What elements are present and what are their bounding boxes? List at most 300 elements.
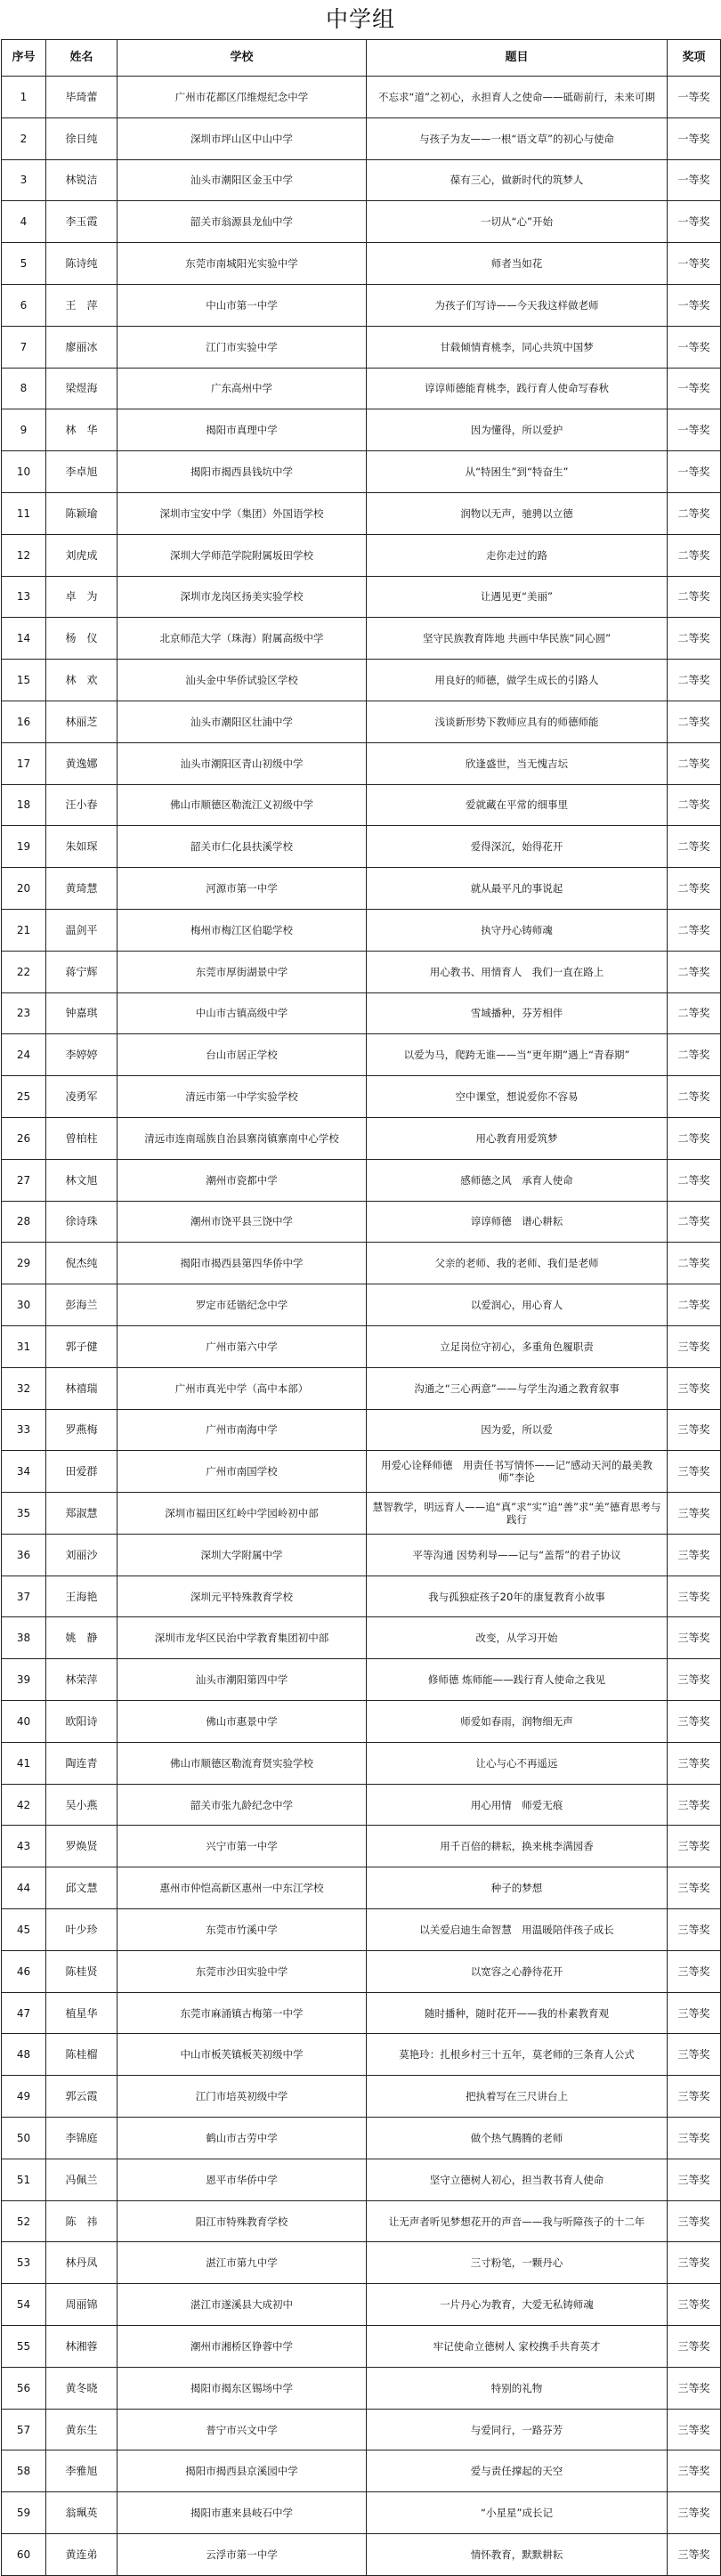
cell-school: 清远市第一中学实验学校 [117, 1076, 367, 1118]
cell-award: 二等奖 [668, 868, 721, 910]
cell-school: 普宁市兴文中学 [117, 2409, 367, 2450]
table-row [2, 1159, 721, 1201]
cell-number: 33 [2, 1409, 46, 1451]
table-row [2, 1617, 721, 1659]
cell-topic: 葆有三心，做新时代的筑梦人 [367, 159, 668, 201]
cell-topic: 一片丹心为教育，大爱无私铸师魂 [367, 2284, 668, 2326]
cell-number: 26 [2, 1117, 46, 1159]
cell-name: 陈颖瑜 [46, 492, 117, 534]
cell-topic: 甘载倾情育桃李，同心共筑中国梦 [367, 326, 668, 368]
cell-topic: 空中课堂，想说爱你不容易 [367, 1076, 668, 1118]
cell-topic: 用心教书、用情育人 我们一直在路上 [367, 951, 668, 992]
cell-school: 揭阳市揭西县京溪园中学 [117, 2450, 367, 2492]
cell-school: 揭阳市揭东区锡场中学 [117, 2367, 367, 2409]
cell-topic: 爱得深沉，始得花开 [367, 826, 668, 868]
cell-topic: 坚守立德树人初心，担当教书育人使命 [367, 2159, 668, 2200]
table-row [2, 618, 721, 660]
cell-number: 47 [2, 1992, 46, 2034]
cell-award: 二等奖 [668, 784, 721, 826]
cell-award: 三等奖 [668, 2367, 721, 2409]
cell-award: 二等奖 [668, 1034, 721, 1076]
cell-name: 徐诗珠 [46, 1201, 117, 1243]
cell-name: 郑淑慧 [46, 1493, 117, 1535]
cell-topic: 用良好的师德，做学生成长的引路人 [367, 660, 668, 701]
table-row [2, 534, 721, 576]
cell-name: 林锐洁 [46, 159, 117, 201]
cell-name: 周丽锦 [46, 2284, 117, 2326]
cell-number: 1 [2, 77, 46, 118]
cell-award: 三等奖 [668, 2076, 721, 2118]
cell-topic: 修师德 炼师能——践行育人使命之我见 [367, 1659, 668, 1701]
cell-name: 王 萍 [46, 284, 117, 326]
cell-number: 57 [2, 2409, 46, 2450]
cell-topic: 坚守民族教育阵地 共画中华民族“同心圆” [367, 618, 668, 660]
cell-topic: 因为爱，所以爱 [367, 1409, 668, 1451]
cell-number: 49 [2, 2076, 46, 2118]
cell-topic: 一切从“心”开始 [367, 201, 668, 243]
cell-topic: 情怀教育，默默耕耘 [367, 2534, 668, 2576]
cell-number: 46 [2, 1950, 46, 1992]
table-row [2, 1284, 721, 1326]
cell-school: 揭阳市惠来县岐石中学 [117, 2492, 367, 2534]
cell-school: 佛山市惠景中学 [117, 1701, 367, 1743]
cell-name: 植星华 [46, 1992, 117, 2034]
cell-number: 11 [2, 492, 46, 534]
cell-topic: 师爱如春雨，润物细无声 [367, 1701, 668, 1743]
cell-name: 林丹凤 [46, 2242, 117, 2284]
cell-topic: 父亲的老师、我的老师、我们是老师 [367, 1243, 668, 1284]
cell-topic: 师者当如花 [367, 243, 668, 285]
cell-number: 29 [2, 1243, 46, 1284]
cell-name: 李玉霞 [46, 201, 117, 243]
table-row [2, 2076, 721, 2118]
cell-topic: 三寸粉笔，一颗丹心 [367, 2242, 668, 2284]
cell-name: 林文旭 [46, 1159, 117, 1201]
cell-name: 欧阳诗 [46, 1701, 117, 1743]
cell-name: 杨 仪 [46, 618, 117, 660]
cell-award: 二等奖 [668, 660, 721, 701]
cell-topic: 以爱为马，爬跨无谁——当“更年期”遇上“青春期” [367, 1034, 668, 1076]
table-row [2, 1117, 721, 1159]
table-row [2, 243, 721, 285]
cell-award: 三等奖 [668, 1701, 721, 1743]
cell-name: 黄逸娜 [46, 742, 117, 784]
cell-name: 吴小燕 [46, 1784, 117, 1826]
cell-award: 三等奖 [668, 2034, 721, 2076]
cell-name: 钟嘉琪 [46, 992, 117, 1034]
cell-school: 恩平市华侨中学 [117, 2159, 367, 2200]
cell-school: 台山市居正学校 [117, 1034, 367, 1076]
cell-topic: 随时播种，随时花开——我的朴素教育观 [367, 1992, 668, 2034]
cell-school: 东莞市沙田实验中学 [117, 1950, 367, 1992]
table-row [2, 576, 721, 618]
cell-award: 一等奖 [668, 368, 721, 409]
cell-topic: 让遇见更“美丽” [367, 576, 668, 618]
cell-name: 温剑平 [46, 909, 117, 951]
cell-topic: 沟通之“三心两意”——与学生沟通之教育叙事 [367, 1367, 668, 1409]
cell-school: 阳江市特殊教育学校 [117, 2200, 367, 2242]
table-row [2, 1576, 721, 1617]
cell-name: 陶连青 [46, 1742, 117, 1784]
cell-number: 39 [2, 1659, 46, 1701]
cell-award: 三等奖 [668, 1409, 721, 1451]
cell-number: 15 [2, 660, 46, 701]
cell-school: 深圳大学师范学院附属坂田学校 [117, 534, 367, 576]
table-row [2, 1742, 721, 1784]
cell-award: 二等奖 [668, 909, 721, 951]
cell-award: 三等奖 [668, 1367, 721, 1409]
cell-number: 32 [2, 1367, 46, 1409]
cell-topic: 以爱润心，用心育人 [367, 1284, 668, 1326]
cell-number: 40 [2, 1701, 46, 1743]
table-row [2, 1826, 721, 1867]
cell-award: 三等奖 [668, 1992, 721, 2034]
award-table [1, 39, 721, 2576]
table-row [2, 1076, 721, 1118]
cell-award: 二等奖 [668, 1284, 721, 1326]
cell-name: 蒋宁辉 [46, 951, 117, 992]
cell-school: 广州市真光中学（高中本部） [117, 1367, 367, 1409]
cell-award: 三等奖 [668, 2159, 721, 2200]
cell-name: 叶少珍 [46, 1909, 117, 1951]
cell-school: 东莞市竹溪中学 [117, 1909, 367, 1951]
cell-award: 二等奖 [668, 742, 721, 784]
cell-name: 姚 静 [46, 1617, 117, 1659]
table-row [2, 492, 721, 534]
cell-name: 廖丽冰 [46, 326, 117, 368]
cell-number: 45 [2, 1909, 46, 1951]
cell-name: 黄连弟 [46, 2534, 117, 2576]
cell-award: 三等奖 [668, 1784, 721, 1826]
cell-number: 9 [2, 409, 46, 451]
table-row [2, 2034, 721, 2076]
cell-topic: 用心用情 师爱无痕 [367, 1784, 668, 1826]
cell-topic: 与孩子为友——一根“语文草”的初心与使命 [367, 117, 668, 159]
cell-number: 30 [2, 1284, 46, 1326]
table-row [2, 2242, 721, 2284]
cell-number: 27 [2, 1159, 46, 1201]
cell-school: 潮州市瓷都中学 [117, 1159, 367, 1201]
cell-number: 10 [2, 451, 46, 493]
cell-name: 彭海兰 [46, 1284, 117, 1326]
cell-topic: 慧智教学，明远育人——追“真”求“实”追“善”求“美”德育思考与践行 [367, 1493, 668, 1535]
cell-topic: 执守丹心铸师魂 [367, 909, 668, 951]
cell-name: 林 欢 [46, 660, 117, 701]
cell-number: 23 [2, 992, 46, 1034]
cell-number: 35 [2, 1493, 46, 1535]
table-row [2, 159, 721, 201]
cell-topic: 雪域播种，芬芳相伴 [367, 992, 668, 1034]
table-row [2, 2118, 721, 2159]
cell-award: 一等奖 [668, 159, 721, 201]
cell-name: 林荣萍 [46, 1659, 117, 1701]
cell-topic: 牢记使命立德树人 家校携手共育英才 [367, 2326, 668, 2368]
cell-topic: 与爱同行，一路芬芳 [367, 2409, 668, 2450]
cell-school: 韶关市张九龄纪念中学 [117, 1784, 367, 1826]
cell-number: 14 [2, 618, 46, 660]
table-row [2, 2492, 721, 2534]
cell-award: 三等奖 [668, 2450, 721, 2492]
cell-school: 汕头市潮阳第四中学 [117, 1659, 367, 1701]
cell-name: 李雅旭 [46, 2450, 117, 2492]
cell-name: 凌勇军 [46, 1076, 117, 1118]
table-row [2, 2409, 721, 2450]
table-row [2, 201, 721, 243]
cell-school: 汕头市潮阳区金玉中学 [117, 159, 367, 201]
cell-name: 罗焕贤 [46, 1826, 117, 1867]
cell-name: 刘丽沙 [46, 1534, 117, 1576]
table-row [2, 660, 721, 701]
cell-award: 二等奖 [668, 618, 721, 660]
table-row [2, 409, 721, 451]
cell-number: 3 [2, 159, 46, 201]
cell-school: 深圳大学附属中学 [117, 1534, 367, 1576]
cell-award: 三等奖 [668, 1826, 721, 1867]
table-row [2, 326, 721, 368]
cell-number: 37 [2, 1576, 46, 1617]
cell-number: 50 [2, 2118, 46, 2159]
cell-name: 黄冬晓 [46, 2367, 117, 2409]
table-body [2, 77, 721, 2576]
cell-name: 卓 为 [46, 576, 117, 618]
cell-topic: 走你走过的路 [367, 534, 668, 576]
cell-number: 53 [2, 2242, 46, 2284]
cell-topic: 因为懂得，所以爱护 [367, 409, 668, 451]
header-topic: 题目 [367, 40, 668, 77]
cell-name: 郭子健 [46, 1325, 117, 1367]
cell-award: 一等奖 [668, 326, 721, 368]
cell-name: 林禧瑞 [46, 1367, 117, 1409]
cell-name: 林 华 [46, 409, 117, 451]
cell-number: 28 [2, 1201, 46, 1243]
table-row [2, 2284, 721, 2326]
table-row [2, 2450, 721, 2492]
cell-award: 二等奖 [668, 492, 721, 534]
cell-topic: 浅谈新形势下教师应具有的师德师能 [367, 701, 668, 742]
cell-school: 湛江市遂溪县大成初中 [117, 2284, 367, 2326]
cell-topic: 把执着写在三尺讲台上 [367, 2076, 668, 2118]
header-school: 学校 [117, 40, 367, 77]
cell-topic: 谆谆师德能育桃李，践行育人使命写春秋 [367, 368, 668, 409]
cell-name: 陈桂贤 [46, 1950, 117, 1992]
cell-number: 16 [2, 701, 46, 742]
cell-award: 二等奖 [668, 992, 721, 1034]
cell-school: 清远市连南瑶族自治县寨岗镇寨南中心学校 [117, 1117, 367, 1159]
table-row [2, 742, 721, 784]
cell-number: 55 [2, 2326, 46, 2368]
cell-name: 黄东生 [46, 2409, 117, 2450]
cell-name: 李锦庭 [46, 2118, 117, 2159]
cell-number: 51 [2, 2159, 46, 2200]
cell-number: 59 [2, 2492, 46, 2534]
cell-award: 一等奖 [668, 117, 721, 159]
cell-school: 广州市花都区邝维煜纪念中学 [117, 77, 367, 118]
cell-topic: “小星星”成长记 [367, 2492, 668, 2534]
cell-school: 湛江市第九中学 [117, 2242, 367, 2284]
cell-award: 一等奖 [668, 409, 721, 451]
cell-topic: 我与孤独症孩子20年的康复教育小故事 [367, 1576, 668, 1617]
cell-award: 二等奖 [668, 1243, 721, 1284]
table-row [2, 868, 721, 910]
cell-school: 梅州市梅江区伯聪学校 [117, 909, 367, 951]
table-row [2, 1367, 721, 1409]
cell-award: 一等奖 [668, 201, 721, 243]
cell-topic: 让无声者听见梦想花开的声音——我与听障孩子的十二年 [367, 2200, 668, 2242]
cell-school: 北京师范大学（珠海）附属高级中学 [117, 618, 367, 660]
table-row [2, 451, 721, 493]
table-row [2, 368, 721, 409]
cell-award: 三等奖 [668, 1659, 721, 1701]
cell-award: 三等奖 [668, 2200, 721, 2242]
table-row [2, 826, 721, 868]
cell-topic: 以关爱启迪生命智慧 用温暖陪伴孩子成长 [367, 1909, 668, 1951]
cell-name: 林湘蓉 [46, 2326, 117, 2368]
cell-school: 深圳市福田区红岭中学园岭初中部 [117, 1493, 367, 1535]
cell-topic: 改变，从学习开始 [367, 1617, 668, 1659]
cell-school: 广州市南国学校 [117, 1451, 367, 1493]
cell-number: 12 [2, 534, 46, 576]
table-row [2, 1992, 721, 2034]
cell-award: 一等奖 [668, 243, 721, 285]
cell-school: 广东高州中学 [117, 368, 367, 409]
cell-name: 翁珮英 [46, 2492, 117, 2534]
cell-school: 深圳市龙华区民治中学教育集团初中部 [117, 1617, 367, 1659]
cell-school: 广州市第六中学 [117, 1325, 367, 1367]
cell-award: 二等奖 [668, 1076, 721, 1118]
cell-name: 陈 祎 [46, 2200, 117, 2242]
cell-number: 48 [2, 2034, 46, 2076]
cell-name: 朱如琛 [46, 826, 117, 868]
cell-number: 17 [2, 742, 46, 784]
cell-topic: 不忘求“道”之初心，永担育人之使命——砥砺前行，未来可期 [367, 77, 668, 118]
cell-school: 汕头金中华侨试验区学校 [117, 660, 367, 701]
cell-award: 二等奖 [668, 534, 721, 576]
cell-school: 中山市板芙镇板芙初级中学 [117, 2034, 367, 2076]
cell-school: 中山市第一中学 [117, 284, 367, 326]
cell-school: 汕头市潮阳区青山初级中学 [117, 742, 367, 784]
cell-topic: 平等沟通 因势利导——记与“盖帮”的君子协议 [367, 1534, 668, 1576]
cell-topic: 爱与责任撑起的天空 [367, 2450, 668, 2492]
cell-name: 李卓旭 [46, 451, 117, 493]
cell-school: 潮州市湘桥区铮蓉中学 [117, 2326, 367, 2368]
cell-award: 三等奖 [668, 1576, 721, 1617]
cell-school: 深圳元平特殊教育学校 [117, 1576, 367, 1617]
cell-school: 鹤山市古劳中学 [117, 2118, 367, 2159]
cell-school: 揭阳市揭西县钱坑中学 [117, 451, 367, 493]
header-award: 奖项 [668, 40, 721, 77]
cell-number: 42 [2, 1784, 46, 1826]
cell-number: 7 [2, 326, 46, 368]
header-row [2, 40, 721, 77]
table-row [2, 1659, 721, 1701]
cell-number: 13 [2, 576, 46, 618]
cell-award: 三等奖 [668, 1534, 721, 1576]
cell-number: 56 [2, 2367, 46, 2409]
table-row [2, 992, 721, 1034]
cell-number: 58 [2, 2450, 46, 2492]
cell-number: 36 [2, 1534, 46, 1576]
cell-award: 二等奖 [668, 1117, 721, 1159]
cell-topic: 莫艳玲：扎根乡村三十五年，莫老师的三条育人公式 [367, 2034, 668, 2076]
cell-number: 31 [2, 1325, 46, 1367]
table-row [2, 1409, 721, 1451]
cell-name: 汪小春 [46, 784, 117, 826]
table-row [2, 1909, 721, 1951]
cell-topic: 就从最平凡的事说起 [367, 868, 668, 910]
cell-award: 三等奖 [668, 1617, 721, 1659]
cell-name: 冯佩兰 [46, 2159, 117, 2200]
table-row [2, 701, 721, 742]
cell-school: 潮州市饶平县三饶中学 [117, 1201, 367, 1243]
table-row [2, 1243, 721, 1284]
cell-number: 2 [2, 117, 46, 159]
cell-number: 19 [2, 826, 46, 868]
cell-name: 陈桂榴 [46, 2034, 117, 2076]
cell-award: 一等奖 [668, 284, 721, 326]
table-row [2, 2534, 721, 2576]
cell-school: 江门市实验中学 [117, 326, 367, 368]
cell-topic: 以宽容之心静待花开 [367, 1950, 668, 1992]
page-title: 中学组 [325, 6, 395, 32]
cell-number: 60 [2, 2534, 46, 2576]
cell-name: 毕琦蕾 [46, 77, 117, 118]
table-row [2, 1034, 721, 1076]
cell-school: 佛山市顺德区勒流育贤实验学校 [117, 1742, 367, 1784]
table-row [2, 2367, 721, 2409]
table-row [2, 909, 721, 951]
cell-award: 三等奖 [668, 2242, 721, 2284]
table-row [2, 284, 721, 326]
table-row [2, 784, 721, 826]
cell-number: 38 [2, 1617, 46, 1659]
cell-school: 云浮市第一中学 [117, 2534, 367, 2576]
cell-award: 三等奖 [668, 1909, 721, 1951]
cell-topic: 用千百倍的耕耘，换来桃李满园香 [367, 1826, 668, 1867]
cell-award: 三等奖 [668, 2284, 721, 2326]
cell-school: 韶关市翁源县龙仙中学 [117, 201, 367, 243]
cell-school: 深圳市龙岗区扬美实验学校 [117, 576, 367, 618]
cell-topic: 润物以无声，驰骋以立德 [367, 492, 668, 534]
cell-award: 三等奖 [668, 1950, 721, 1992]
cell-school: 东莞市厚街湖景中学 [117, 951, 367, 992]
cell-award: 三等奖 [668, 1325, 721, 1367]
cell-award: 二等奖 [668, 826, 721, 868]
cell-name: 刘虎成 [46, 534, 117, 576]
cell-school: 揭阳市真理中学 [117, 409, 367, 451]
cell-award: 三等奖 [668, 2534, 721, 2576]
table-row [2, 77, 721, 118]
table-row [2, 1534, 721, 1576]
cell-award: 一等奖 [668, 451, 721, 493]
table-row [2, 951, 721, 992]
cell-topic: 用爱心诠释师德 用责任书写情怀——记“感动天河的最美教师”李论 [367, 1451, 668, 1493]
cell-topic: 爱就藏在平常的细事里 [367, 784, 668, 826]
cell-name: 曾柏柱 [46, 1117, 117, 1159]
cell-school: 中山市古镇高级中学 [117, 992, 367, 1034]
table-row [2, 2326, 721, 2368]
cell-number: 8 [2, 368, 46, 409]
cell-school: 东莞市麻涌镇古梅第一中学 [117, 1992, 367, 2034]
cell-topic: 种子的梦想 [367, 1867, 668, 1909]
cell-number: 34 [2, 1451, 46, 1493]
cell-name: 徐日纯 [46, 117, 117, 159]
table-row [2, 2200, 721, 2242]
table-row [2, 1201, 721, 1243]
table-row [2, 1451, 721, 1493]
cell-name: 邱文慧 [46, 1867, 117, 1909]
header-number: 序号 [2, 40, 46, 77]
cell-number: 41 [2, 1742, 46, 1784]
